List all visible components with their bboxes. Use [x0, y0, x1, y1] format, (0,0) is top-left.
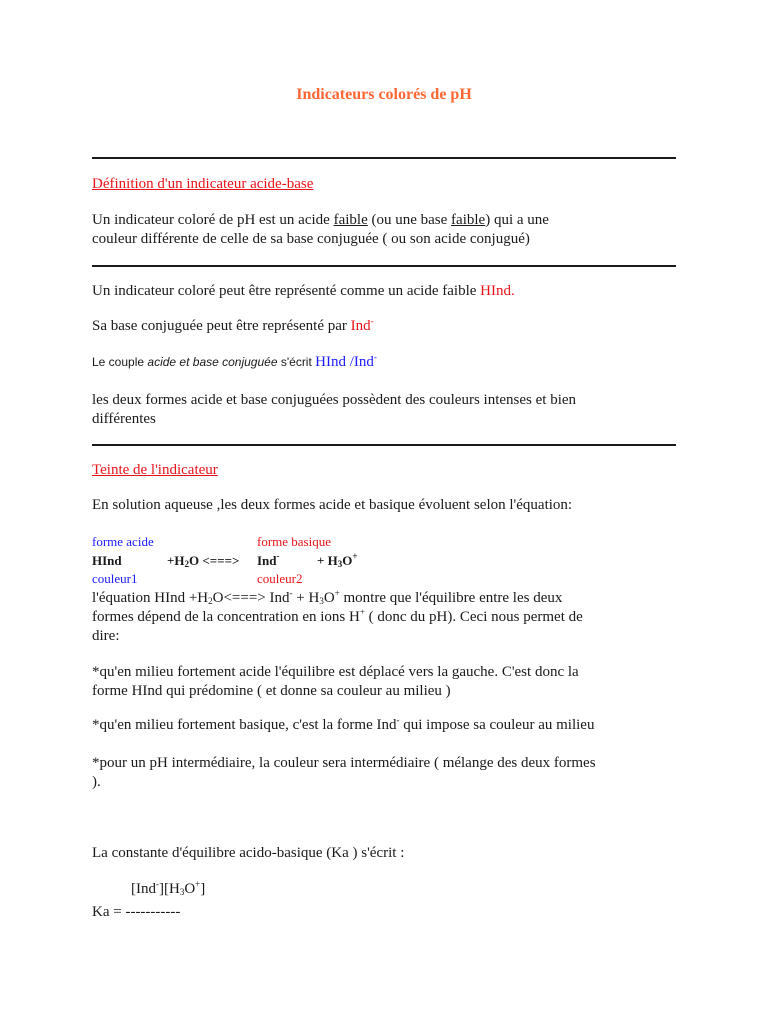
text-span: *pour un pH intermédiaire, la couleur sera intermédiaire ( mélange des deux formes — [92, 755, 596, 771]
text-span: s'écrit — [277, 355, 316, 369]
superscript: + — [334, 588, 340, 598]
basic-line — [92, 717, 594, 734]
text-span: Un indicateur coloré de pH est un acide — [92, 212, 334, 228]
equation-h2o — [167, 553, 239, 569]
subscript: 3 — [337, 559, 343, 569]
text-span: + H — [317, 553, 338, 568]
superscript: - — [276, 551, 280, 561]
page-title: Indicateurs colorés de pH — [296, 86, 472, 103]
superscript: - — [289, 588, 293, 598]
superscript: + — [352, 551, 358, 561]
superscript: - — [156, 879, 159, 889]
couleur1-label: couleur1 — [92, 571, 138, 586]
conjugate-base-line — [92, 318, 374, 335]
divider — [92, 265, 676, 267]
text-span: (ou une base — [367, 212, 452, 228]
text-span: les deux formes acide et base conjuguées possèdent des couleurs intenses et bien — [92, 392, 577, 408]
text-span: couleur différente de celle de sa base conjuguée ( ou son acide conjugué) — [92, 231, 530, 247]
text-span: O <===> — [189, 553, 240, 568]
text-span: O — [342, 553, 353, 568]
text-span: Le couple — [92, 355, 148, 369]
acid-paragraph — [92, 663, 676, 701]
text-span: *qu'en milieu fortement acide l'équilibre est déplacé vers la gauche. C'est donc la — [92, 664, 579, 680]
equation-ind — [257, 553, 280, 569]
text-span: forme HInd qui prédomine ( et donne sa couleur au milieu ) — [92, 683, 451, 699]
hind-symbol: HInd — [315, 354, 346, 370]
forme-basique-label: forme basique — [257, 534, 332, 549]
ka-numerator — [131, 881, 205, 898]
forme-acide-label: forme acide — [92, 534, 154, 549]
text-span: / — [345, 354, 354, 370]
definition-paragraph — [92, 211, 676, 249]
divider — [92, 444, 676, 446]
section-heading-teinte: Teinte de l'indicateur — [92, 462, 218, 478]
text-span: +H — [167, 553, 185, 568]
text-span: ( donc du pH). Ceci nous permet de — [364, 609, 583, 625]
text-span: . — [510, 283, 515, 299]
text-span: O — [184, 881, 196, 897]
text-span: montre que l'équilibre entre les deux — [339, 590, 563, 606]
ind-symbol: Ind — [350, 318, 371, 334]
intro-line: En solution aqueuse ,les deux formes acide et basique évoluent selon l'équation: — [92, 497, 573, 513]
underlined-word: faible — [451, 212, 486, 228]
text-span: O — [323, 590, 335, 606]
underlined-word: faible — [333, 212, 368, 228]
text-span: *qu'en milieu fortement basique, c'est la forme Ind — [92, 717, 397, 733]
superscript: - — [370, 316, 374, 326]
text-span: qui impose sa couleur au milieu — [399, 717, 595, 733]
ka-formula: Ka = ----------- — [92, 904, 181, 920]
text-span: formes dépend de la concentration en ions H — [92, 609, 360, 625]
superscript: - — [396, 715, 400, 725]
text-span: [Ind — [131, 881, 156, 897]
text-span: + H — [292, 590, 320, 606]
superscript: - — [373, 352, 377, 362]
text-span: acide — [147, 355, 177, 369]
text-span: dire: — [92, 628, 120, 644]
equation-hind: HInd — [92, 553, 122, 568]
couleur2-label: couleur2 — [257, 571, 303, 586]
text-span: Ind — [257, 553, 277, 568]
text-span: ][H — [159, 881, 180, 897]
constant-line: La constante d'équilibre acido-basique (Ka ) s'écrit : — [92, 845, 405, 861]
subscript: 3 — [319, 596, 324, 606]
subscript: 3 — [179, 887, 185, 897]
two-forms-paragraph — [92, 391, 676, 429]
text-span: base conjuguée — [192, 355, 278, 369]
divider — [92, 157, 676, 159]
text-span: Un indicateur coloré peut être représenté comme un acide faible — [92, 283, 481, 299]
section-heading-definition: Définition d'un indicateur acide-base — [92, 176, 314, 192]
superscript: + — [195, 879, 201, 889]
equation-h3o — [317, 553, 358, 569]
hind-symbol: HInd — [480, 283, 511, 299]
equation-paragraph — [92, 589, 676, 646]
text-span: ] — [200, 881, 206, 897]
representation-line — [92, 283, 515, 300]
text-span: ) qui a une — [485, 212, 549, 228]
text-span: l'équation HInd +H — [92, 590, 209, 606]
intermediate-paragraph — [92, 754, 676, 792]
subscript: 2 — [184, 559, 190, 569]
text-span: ). — [92, 774, 101, 790]
superscript: + — [359, 607, 365, 617]
text-span: Sa base conjuguée peut être représenté par — [92, 318, 351, 334]
couple-line — [92, 354, 377, 371]
text-span: différentes — [92, 411, 156, 427]
ind-symbol: Ind — [353, 354, 374, 370]
text-span: O<===> Ind — [212, 590, 290, 606]
subscript: 2 — [208, 596, 213, 606]
text-span: et — [176, 355, 193, 369]
